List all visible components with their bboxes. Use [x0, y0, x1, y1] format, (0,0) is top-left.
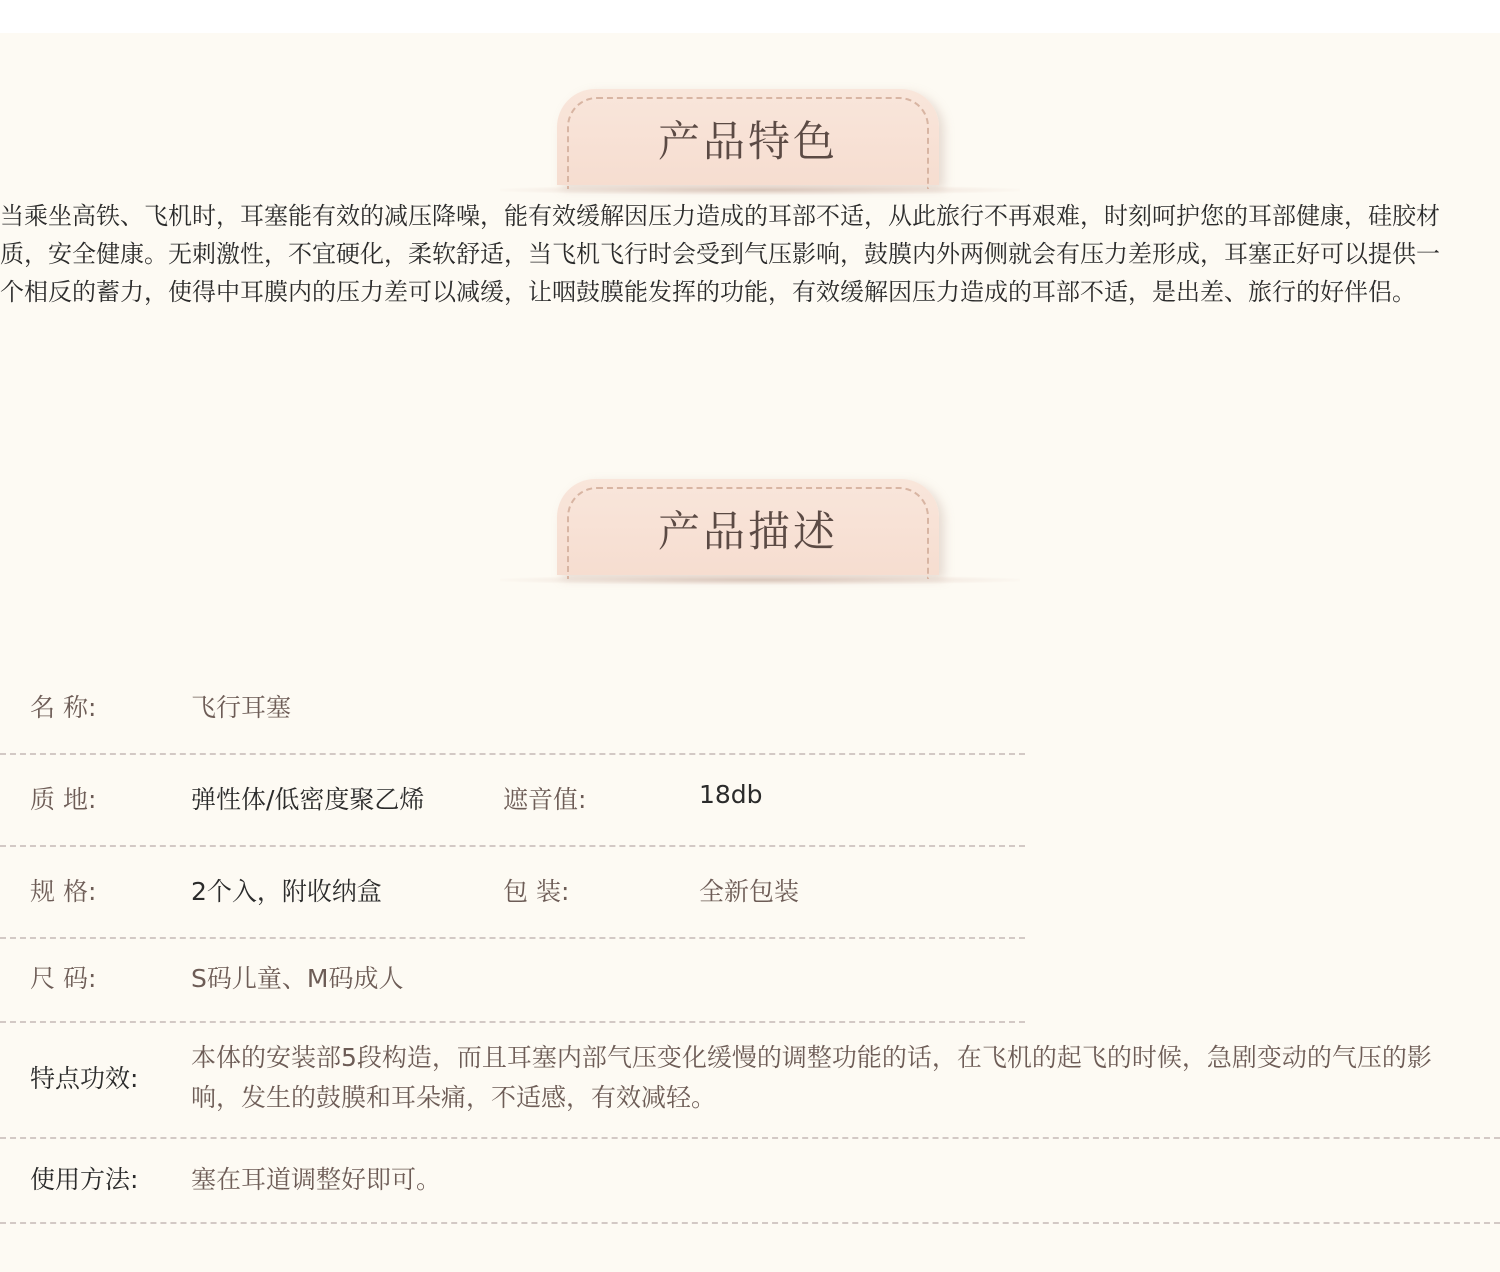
- effect-value: 本体的安装部5段构造，而且耳塞内部气压变化缓慢的调整功能的话，在飞机的起飞的时候，急剧变动的气压的影响，发生的鼓膜和耳朵痛，不适感，有效减轻。: [191, 1043, 1432, 1112]
- size-label: 尺 码:: [30, 964, 97, 993]
- row-divider: [0, 1222, 1500, 1224]
- spec-value: 2个入，附收纳盒: [191, 877, 382, 906]
- package-value: 全新包装: [699, 877, 800, 906]
- description-header: [500, 475, 1020, 585]
- size-value: S码儿童、M码成人: [191, 964, 404, 993]
- name-value: 飞行耳塞: [191, 693, 292, 722]
- usage-value: 塞在耳道调整好即可。: [191, 1165, 442, 1194]
- description-title: 产品描述: [657, 507, 838, 556]
- row-divider: [0, 937, 1025, 939]
- header-tab: [557, 89, 939, 185]
- material-value: 弹性体/低密度聚乙烯: [191, 785, 425, 814]
- row-divider: [0, 753, 1025, 755]
- effect-label: 特点功效:: [30, 1064, 139, 1093]
- spec-label: 规 格:: [30, 877, 97, 906]
- usage-label: 使用方法:: [30, 1165, 139, 1194]
- row-divider: [0, 1137, 1500, 1139]
- features-text: 当乘坐高铁、飞机时，耳塞能有效的减压降噪，能有效缓解因压力造成的耳部不适，从此旅行不再艰难，时刻呵护您的耳部健康，硅胶材质，安全健康。无刺激性，不宜硬化，柔软舒适，当飞机飞行时会受到气压影响，鼓膜内外两侧就会有压力差形成，耳塞正好可以提供一个相反的蓄力，使得中耳膜内的压力差可以减缓，让咽鼓膜能发挥的功能，有效缓解因压力造成的耳部不适，是出差、旅行的好伴侣。: [0, 202, 1440, 306]
- material-label: 质 地:: [30, 785, 97, 814]
- features-header: [500, 85, 1020, 195]
- name-label: 名 称:: [30, 693, 97, 722]
- noise-value: 18db: [699, 780, 763, 809]
- features-title: 产品特色: [657, 117, 838, 166]
- row-divider: [0, 1021, 1025, 1023]
- header-tab: [557, 479, 939, 575]
- noise-label: 遮音值:: [503, 785, 587, 814]
- package-label: 包 装:: [503, 877, 570, 906]
- row-divider: [0, 845, 1025, 847]
